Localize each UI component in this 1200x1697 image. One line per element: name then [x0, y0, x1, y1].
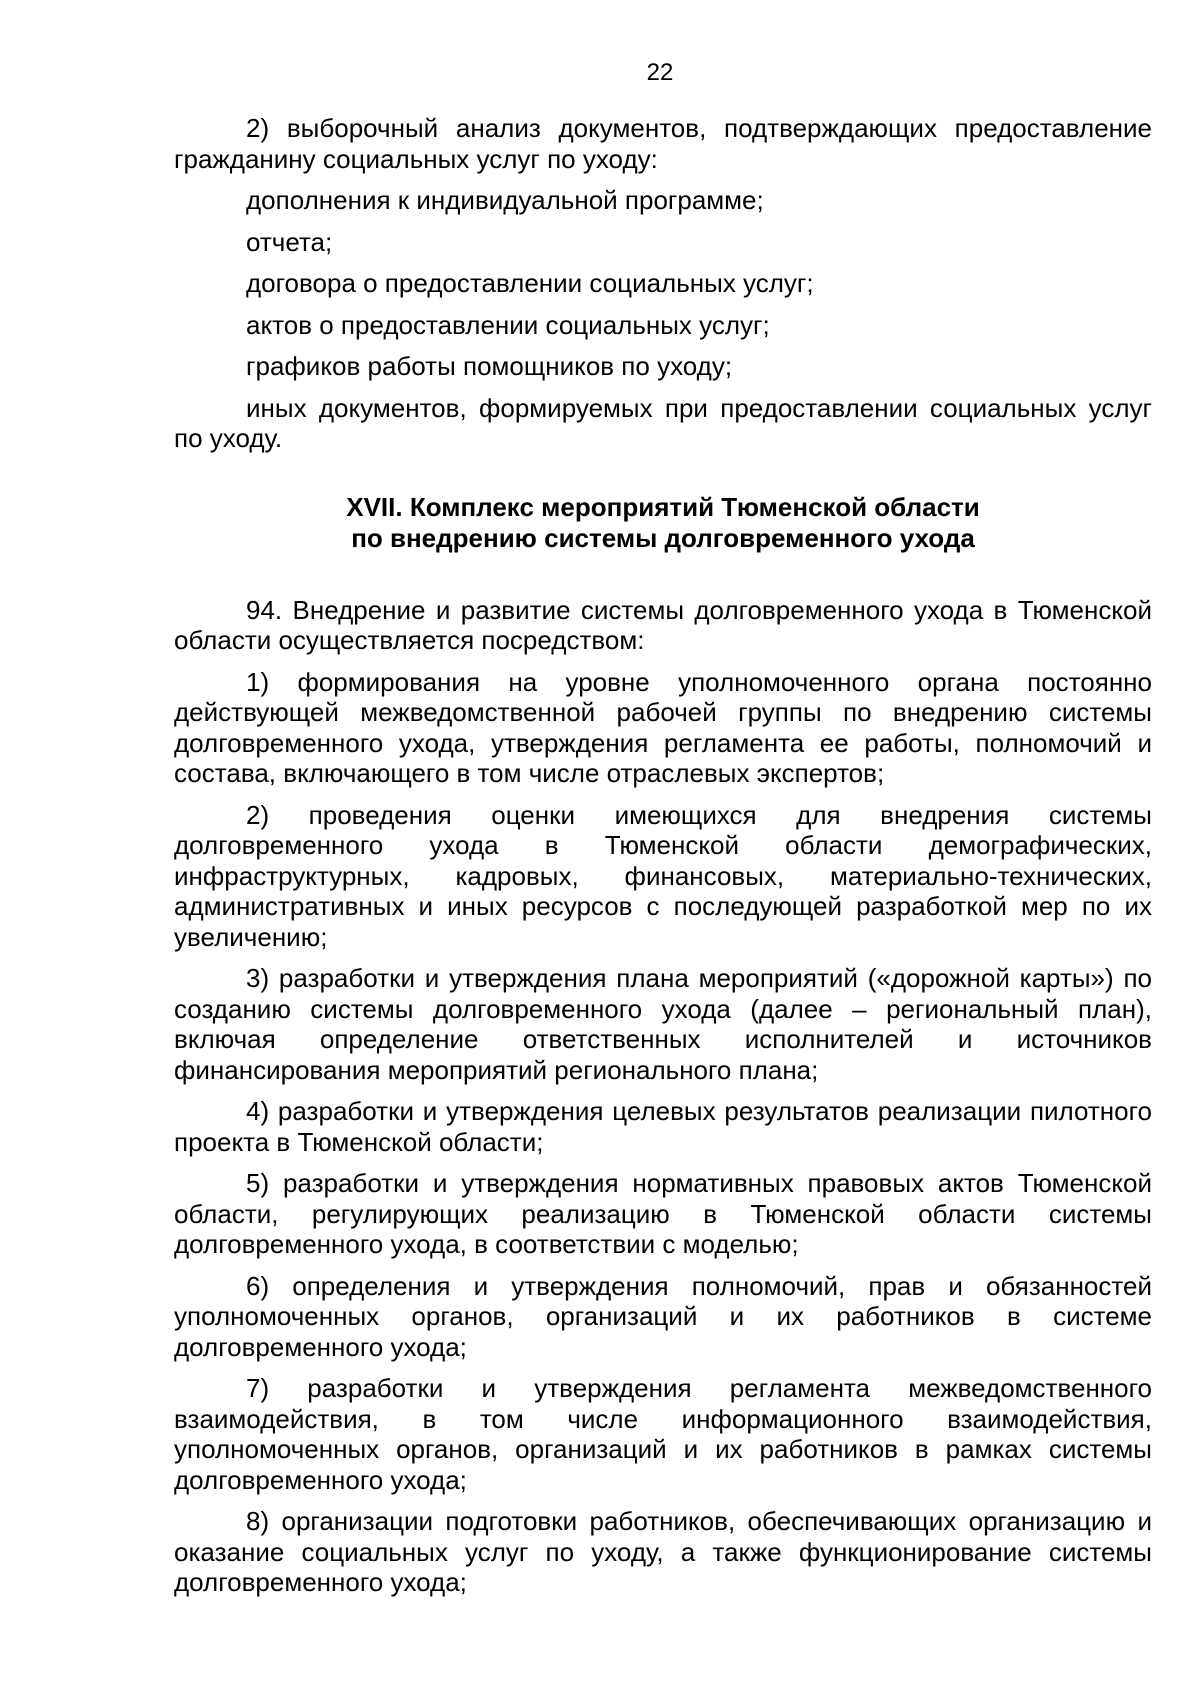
paragraph-subitem: 2) проведения оценки имеющихся для внедрения системы долговременного ухода в Тюменской области демографических, инфраструктурных, кадровых, финансовых, материально-технических, административных и иных ресурсов с последующей разработкой мер по их увеличению; — [174, 799, 1152, 952]
paragraph-item-2: 2) выборочный анализ документов, подтверждающих предоставление гражданину социальных услуг по уходу: — [174, 113, 1152, 174]
list-item: актов о предоставлении социальных услуг; — [246, 309, 770, 340]
list-item: иных документов, формируемых при предоставлении социальных услуг по уходу. — [174, 392, 1152, 453]
document-body — [174, 113, 1152, 1609]
paragraph-subitem: 3) разработки и утверждения плана мероприятий («дорожной карты») по созданию системы долговременного ухода (далее – региональный план), включая определение ответственных исполнителей и источников финансирования мероприятий регионального плана; — [174, 963, 1152, 1085]
paragraph-subitem: 6) определения и утверждения полномочий, прав и обязанностей уполномоченных органов, организаций и их работников в системе долговременного ухода; — [174, 1270, 1152, 1362]
section-heading — [174, 492, 1152, 554]
list-item: договора о предоставлении социальных услуг; — [246, 268, 814, 298]
paragraph-94: 94. Внедрение и развитие системы долговременного ухода в Тюменской области осуществляется посредством: — [174, 594, 1152, 655]
list-item: графиков работы помощников по уходу; — [246, 351, 733, 381]
list-item: отчета; — [246, 226, 333, 257]
paragraph-subitem: 7) разработки и утверждения регламента межведомственного взаимодействия, в том числе информационного взаимодействия, уполномоченных органов, организаций и их работников в рамках системы долговременного ухода; — [174, 1373, 1152, 1495]
paragraph-subitem: 4) разработки и утверждения целевых результатов реализации пилотного проекта в Тюменской области; — [174, 1096, 1152, 1157]
page-number: 22 — [646, 59, 674, 86]
paragraph-subitem: 5) разработки и утверждения нормативных правовых актов Тюменской области, регулирующих реализацию в Тюменской области системы долговременного ухода, в соответствии с моделью; — [174, 1168, 1152, 1259]
list-item: дополнения к индивидуальной программе; — [246, 185, 764, 215]
paragraph-subitem: 8) организации подготовки работников, обеспечивающих организацию и оказание социальных услуг по уходу, а также функционирование системы долговременного ухода; — [174, 1506, 1152, 1597]
section-heading-line: XVII. Комплекс мероприятий Тюменской области — [346, 491, 980, 522]
section-heading-line: по внедрению системы долговременного ухода — [351, 522, 975, 553]
paragraph-subitem: 1) формирования на уровне уполномоченного органа постоянно действующей межведомственной рабочей группы по внедрению системы долговременного ухода, утверждения регламента ее работы, полномочий и состава, включающего в том числе отраслевых экспертов; — [174, 666, 1152, 788]
